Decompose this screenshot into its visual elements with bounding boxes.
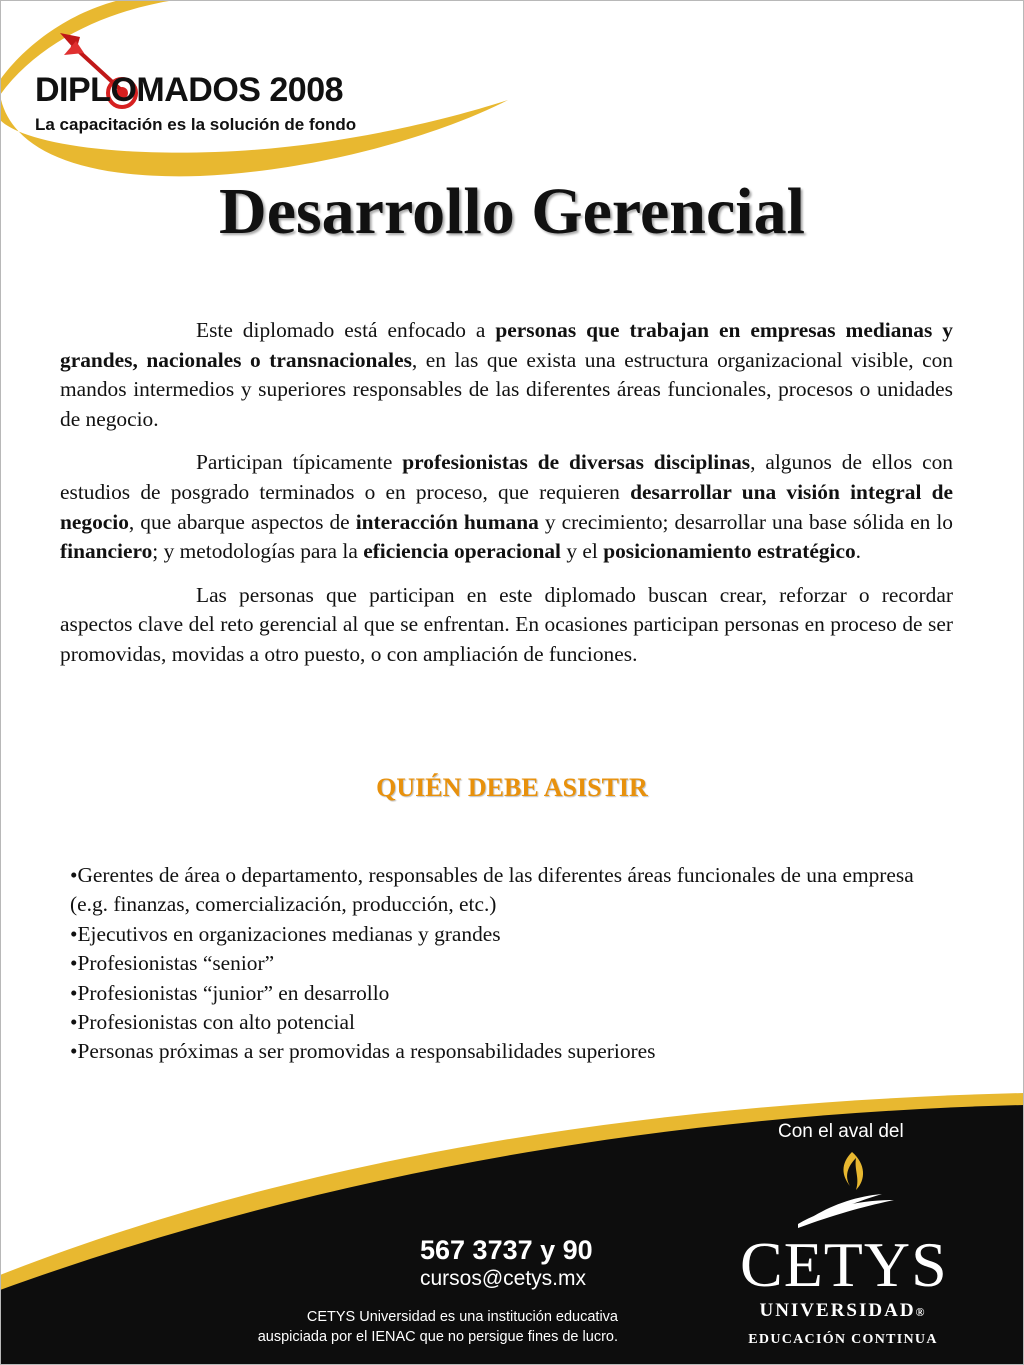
list-item: •Profesionistas “junior” en desarrollo <box>70 980 390 1005</box>
emphasis-text: interacción humana <box>355 509 539 534</box>
body-paragraph <box>60 448 953 566</box>
paragraph-text: Participan típicamente <box>196 450 403 475</box>
institution-note-line-1: CETYS Universidad es una institución educativa <box>306 1309 618 1325</box>
section-title: QUIÉN DEBE ASISTIR <box>376 773 648 802</box>
endorsement-label: Con el aval del <box>778 1121 904 1142</box>
cetys-logo-name: CETYS <box>740 1229 948 1300</box>
brand-title: DIPLOMADOS 2008 <box>35 71 344 109</box>
institution-note-line-2: auspiciada por el IENAC que no persigue fines de lucro. <box>257 1329 618 1345</box>
emphasis-text: desarrollar una visión integral de negocio <box>60 479 954 534</box>
page-title: Desarrollo Gerencial <box>219 175 805 248</box>
list-item: •Ejecutivos en organizaciones medianas y grandes <box>70 921 501 946</box>
list-item: •Profesionistas “senior” <box>70 951 275 976</box>
paragraph-text: , que abarque aspectos de <box>128 509 356 534</box>
paragraph-text: ; y metodologías para la <box>152 539 364 564</box>
emphasis-text: posicionamiento estratégico <box>603 539 856 564</box>
description-body <box>60 316 953 684</box>
paragraph-text: Este diplomado está enfocado a <box>196 318 496 342</box>
cetys-flame-icon <box>796 1150 896 1230</box>
brand-tagline: La capacitación es la solución de fondo <box>35 115 357 134</box>
body-paragraph <box>60 316 953 434</box>
emphasis-text: financiero <box>60 539 153 564</box>
emphasis-text: eficiencia operacional <box>363 539 561 564</box>
paragraph-text: y crecimiento; desarrollar una base sólida en lo <box>538 509 953 534</box>
paragraph-text: , algunos de ellos con estudios de posgrado terminados o en proceso, que requieren <box>60 450 954 504</box>
cetys-logo-university <box>740 1299 946 1324</box>
paragraph-text: Las personas que participan en este diplomado buscan crear, reforzar o recordar aspectos clave del reto gerencial al que se enfrentan. En ocasiones participan personas en proceso de ser promovidas, movidas a otro puesto, o con ampliación de funciones. <box>60 582 953 666</box>
cetys-university-word: UNIVERSIDAD <box>759 1300 916 1321</box>
paragraph-text: . <box>855 539 862 564</box>
paragraph-text: , en las que exista una estructura organizacional visible, con mandos intermedios y superiores responsables de las diferentes áreas funcionales, procesos o unidades de negocio. <box>60 347 953 431</box>
registered-mark: ® <box>915 1305 927 1319</box>
cetys-logo-division: EDUCACIÓN CONTINUA <box>748 1332 938 1347</box>
list-item: •Gerentes de área o departamento, responsables de las diferentes áreas funcionales de una empresa (e.g. finanzas, comercialización, producción, etc.) <box>70 863 914 917</box>
attendee-list <box>70 861 930 1067</box>
body-paragraph <box>60 581 953 670</box>
list-item: •Personas próximas a ser promovidas a responsabilidades superiores <box>70 1039 656 1064</box>
list-item: •Profesionistas con alto potencial <box>70 1010 355 1035</box>
paragraph-text: y el <box>561 539 604 564</box>
cetys-logo <box>740 1229 948 1350</box>
emphasis-text: profesionistas de diversas disciplinas <box>402 450 751 475</box>
institution-note <box>250 1307 618 1347</box>
emphasis-text: personas que trabajan en empresas medianas y grandes, nacionales o transnacionales <box>60 318 953 372</box>
header-brand <box>35 70 495 136</box>
contact-email: cursos@cetys.mx <box>420 1267 587 1290</box>
phone-number: 567 3737 y 90 <box>420 1235 593 1265</box>
